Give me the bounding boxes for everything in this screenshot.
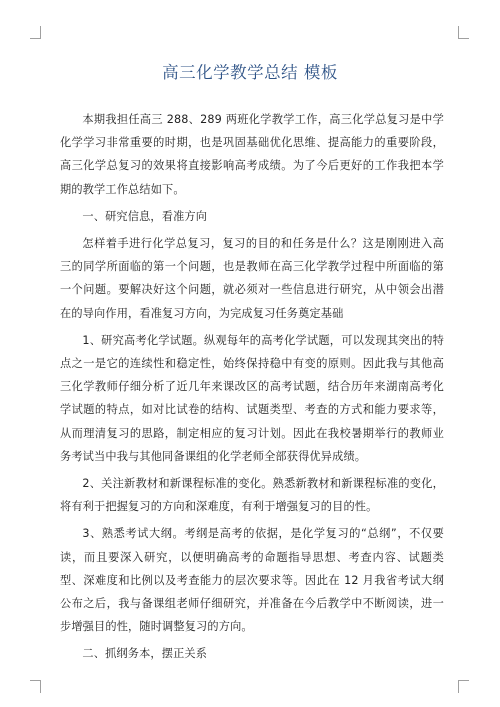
crop-mark-bottom-right	[458, 680, 469, 693]
crop-mark-bottom-left	[30, 680, 41, 693]
paragraph-section-1: 怎样着手进行化学总复习，复习的目的和任务是什么？这是刚刚进入高三的同学所面临的第一个问题，也是教师在高三化学教学过程中所面临的第一个问题。要解决好这个问题，就必须对一些信息进行研究，从中领会出潜在的导向作用，看准复习方向，为完成复习任务奠定基础	[60, 237, 444, 320]
paragraph-item-3: 3、熟悉考试大纲。考纲是高考的依据，是化学复习的“总纲”，不仅要读，而且要深入研究，以便明确高考的命题指导思想、考查内容、试题类型、深难度和比例以及考查能力的层次要求等。因此在 12 月我省考试大纲公布之后，我与备课组老师仔细研究，并准备在今后教学中不断阅读，进一步增强目的性，随时调整复习的方向。	[60, 527, 444, 634]
crop-mark-top-right	[458, 26, 469, 39]
section-heading-2: 二、抓纲务本，摆正关系	[82, 647, 208, 661]
paragraph-intro: 本期我担任高三 288、289 两班化学教学工作，高三化学总复习是中学化学学习非常重要的时期，也是巩固基础优化思维、提高能力的重要阶段，高三化学总复习的效果将直接影响高考成绩。为了今后更好的工作我把本学期的教学工作总结如下。	[60, 113, 444, 196]
paragraph-item-2: 2、关注新教材和新课程标准的变化。熟悉新教材和新课程标准的变化，将有利于把握复习的方向和深难度，有利于增强复习的目的性。	[60, 477, 444, 514]
document-body	[60, 108, 444, 670]
section-heading-1: 一、研究信息，看准方向	[82, 209, 208, 223]
document-title: 高三化学教学总结 模板	[162, 63, 338, 82]
paragraph-item-1: 1、研究高考化学试题。纵观每年的高考化学试题，可以发现其突出的特点之一是它的连续性和稳定性，始终保持稳中有变的原则。因此我与其他高三化学教师仔细分析了近几年来课改区的高考试题，结合历年来湖南高考化学试题的特点，如对比试卷的结构、试题类型、考查的方式和能力要求等，从而理清复习的思路，制定相应的复习计划。因此在我校暑期举行的教师业务考试当中我与其他同备课组的化学老师全部获得优异成绩。	[60, 333, 444, 463]
crop-mark-top-left	[30, 26, 41, 39]
